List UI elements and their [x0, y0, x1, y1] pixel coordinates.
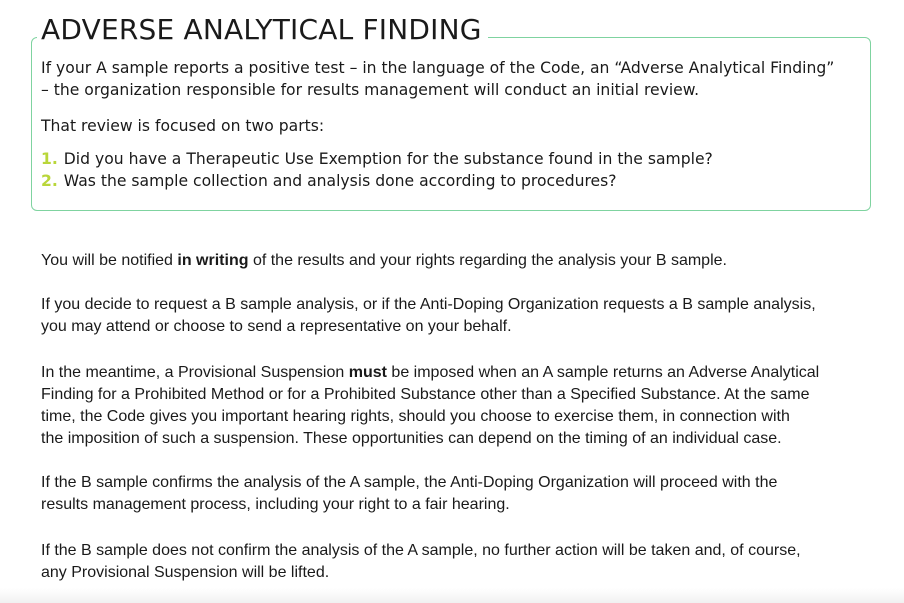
text-line: If the B sample confirms the analysis of the A sample, the Anti-Doping Organization will proceed with the — [41, 474, 778, 491]
text-line: If you decide to request a B sample analysis, or if the Anti-Doping Organization requests a B sample analysis, — [41, 296, 816, 313]
text-line: any Provisional Suspension will be lifted. — [41, 564, 330, 581]
list-number: 1. — [41, 150, 58, 168]
emphasis-in-writing: in writing — [177, 252, 249, 269]
paragraph-b-sample-confirms — [41, 472, 867, 516]
text-line: Finding for a Prohibited Method or for a Prohibited Substance other than a Specified Substance. At the same — [41, 386, 810, 403]
text-fragment: be imposed when an A sample returns an Adverse Analytical — [386, 364, 820, 381]
text-fragment: of the results and your rights regarding the analysis your B sample. — [248, 252, 727, 269]
paragraph-b-sample-request — [41, 294, 867, 338]
review-text: That review is focused on two parts: — [41, 117, 325, 135]
list-text: Was the sample collection and analysis done according to procedures? — [63, 172, 617, 190]
text-fragment: You will be notified — [41, 252, 178, 269]
list-item — [41, 148, 713, 170]
paragraph-b-sample-not-confirm — [41, 540, 867, 584]
text-line: results management process, including your right to a fair hearing. — [41, 496, 510, 513]
text-line: the imposition of such a suspension. These opportunities can depend on the timing of an individual case. — [41, 430, 782, 447]
list-item — [41, 170, 617, 192]
paragraph-provisional-suspension — [41, 362, 867, 450]
text-fragment: In the meantime, a Provisional Suspension — [41, 364, 349, 381]
text-line: If the B sample does not confirm the analysis of the A sample, no further action will be taken and, of course, — [41, 542, 801, 559]
text-line: time, the Code gives you important hearing rights, should you choose to exercise them, in connection with — [41, 408, 790, 425]
text-line: you may attend or choose to send a representative on your behalf. — [41, 318, 512, 335]
paragraph-notification — [41, 250, 867, 272]
page-bottom-edge — [0, 588, 904, 603]
list-number: 2. — [41, 172, 58, 190]
section-title: ADVERSE ANALYTICAL FINDING — [37, 13, 488, 47]
intro-line-1: If your A sample reports a positive test – in the language of the Code, an “Adverse Analytical Finding” — [41, 59, 835, 77]
intro-line-2: – the organization responsible for results management will conduct an initial review. — [41, 81, 700, 99]
emphasis-must: must — [348, 364, 387, 381]
list-text: Did you have a Therapeutic Use Exemption for the substance found in the sample? — [63, 150, 713, 168]
